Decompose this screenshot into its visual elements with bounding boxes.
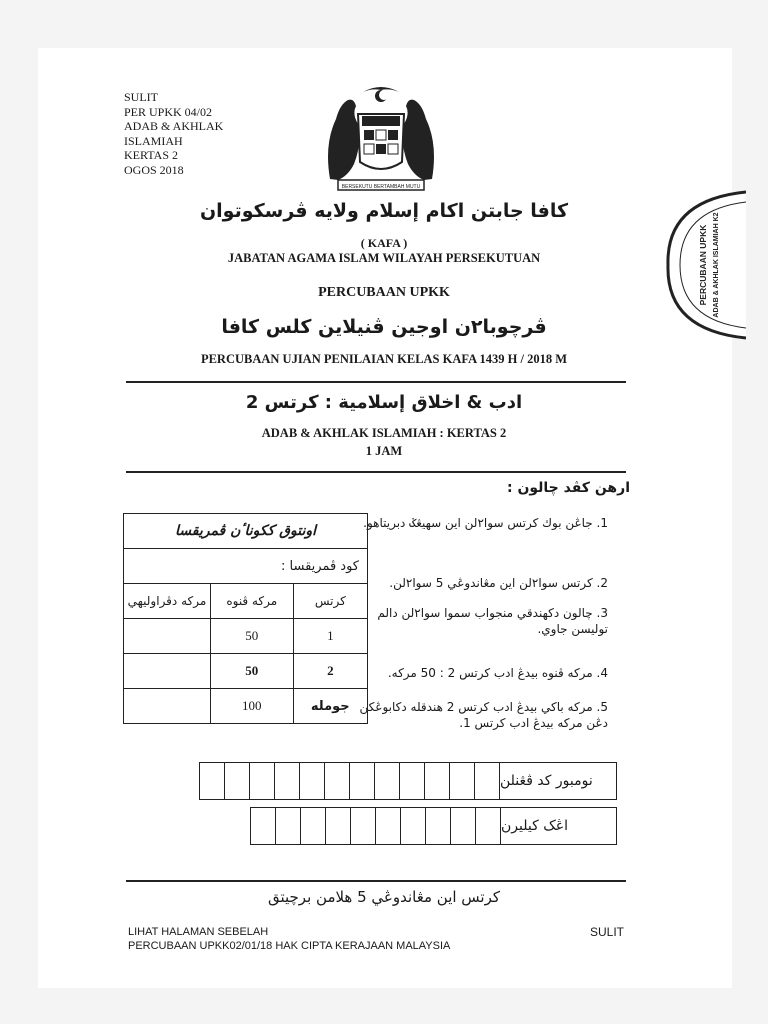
header-info: [124, 90, 223, 177]
header-line: ADAB & AKHLAK: [124, 119, 224, 133]
subject-title: ADAB & AKHLAK ISLAMIAH : KERTAS 2: [261, 426, 507, 440]
table-row: [124, 689, 368, 724]
table-row: [124, 619, 368, 654]
trial-title: PERCUBAAN UPKK: [318, 285, 450, 300]
candidate-id-field[interactable]: [199, 762, 617, 800]
obtained-cell[interactable]: [124, 689, 211, 724]
footer-sulit: SULIT: [590, 925, 625, 939]
class-number-field[interactable]: [250, 807, 617, 845]
header-line: PER UPKK 04/02: [124, 104, 213, 119]
header-line: OGOS 2018: [124, 162, 184, 177]
examiner-code-field[interactable]: كود ڤمريقسا :: [124, 549, 368, 584]
duration: 1 JAM: [365, 444, 403, 458]
divider: [126, 381, 626, 383]
stamp-line-2: ADAB & AKHLAK ISLAMIAH K2: [713, 212, 720, 318]
department-jawi: كافا جابتن اكام إسلام ولايه ڤرسكوتوان: [199, 200, 569, 222]
instruction-item: 4. مركه ڤنوه بيدڠ ادب كرتس 2 : 50 مركه.: [387, 666, 608, 680]
instruction-item: 2. كرتس سوا٢لن اين مڠاندوڠي 5 سوا٢لن.: [389, 576, 608, 590]
instruction-item: 5. مركه باكي بيدڠ ادب كرتس 2 هندقله دكابوڠكن دڠن مركه بيدڠ ادب كرتس 1.: [359, 700, 608, 730]
paper-cell: 2: [293, 654, 367, 689]
page-count-notice: كرتس اين مڠاندوڠي 5 هلامن برچيتق: [267, 888, 501, 906]
stamp-line-1: PERCUBAAN UPKK: [698, 224, 708, 306]
malaysia-crest-icon: [318, 84, 444, 192]
header-obtained: مركه دڤراوليهي: [124, 584, 211, 619]
crest-motto: BERSEKUTU BERTAMBAH MUTU: [341, 184, 421, 190]
obtained-cell[interactable]: [124, 654, 211, 689]
candidate-id-label: نومبور كد ڤڠنلن: [500, 773, 593, 789]
exam-title: PERCUBAAN UJIAN PENILAIAN KELAS KAFA 1439 H / 2018 M: [200, 352, 568, 366]
divider: [126, 471, 626, 473]
full-cell: 50: [210, 619, 293, 654]
trial-title-jawi: ڤرچوبا٢ن اوجين ڤنيلاين كلس كافا: [221, 316, 547, 338]
header-paper: كرتس: [293, 584, 367, 619]
instruction-item: 1. جاڠن بوك كرتس سوا٢لن اين سهيڠݢ دبريتاهو.: [363, 516, 608, 530]
full-cell: 100: [210, 689, 293, 724]
kafa-label: ( KAFA ): [360, 236, 408, 250]
instruction-item: 3. چالون دكهندقي منجواب سموا سوا٢لن دالم توليسن جاوي.: [377, 606, 608, 636]
header-line: KERTAS 2: [124, 148, 178, 162]
header-line: ISLAMIAH: [124, 133, 183, 148]
footer-next-page: LIHAT HALAMAN SEBELAH: [128, 926, 269, 938]
paper-cell: جومله: [293, 689, 367, 724]
instructions-heading: ارهن كڤد چالون :: [506, 480, 630, 496]
class-number-label: اڠک كيليرن: [501, 818, 568, 834]
subject-jawi: ادب & اخلاق إسلامية : كرتس 2: [245, 392, 523, 413]
table-title: اونتوق ککوناٴن ڤمريقسا: [124, 514, 368, 549]
obtained-cell[interactable]: [124, 619, 211, 654]
footer-copyright: PERCUBAAN UPKK02/01/18 HAK CIPTA KERAJAAN MALAYSIA: [128, 940, 451, 952]
header-full: مركه ڤنوه: [210, 584, 293, 619]
full-cell: 50: [210, 654, 293, 689]
header-line: SULIT: [124, 90, 158, 104]
paper-cell: 1: [293, 619, 367, 654]
divider: [126, 880, 626, 882]
department-name: JABATAN AGAMA ISLAM WILAYAH PERSEKUTUAN: [227, 251, 541, 265]
table-row: [124, 654, 368, 689]
examiner-marks-table: [123, 513, 368, 724]
